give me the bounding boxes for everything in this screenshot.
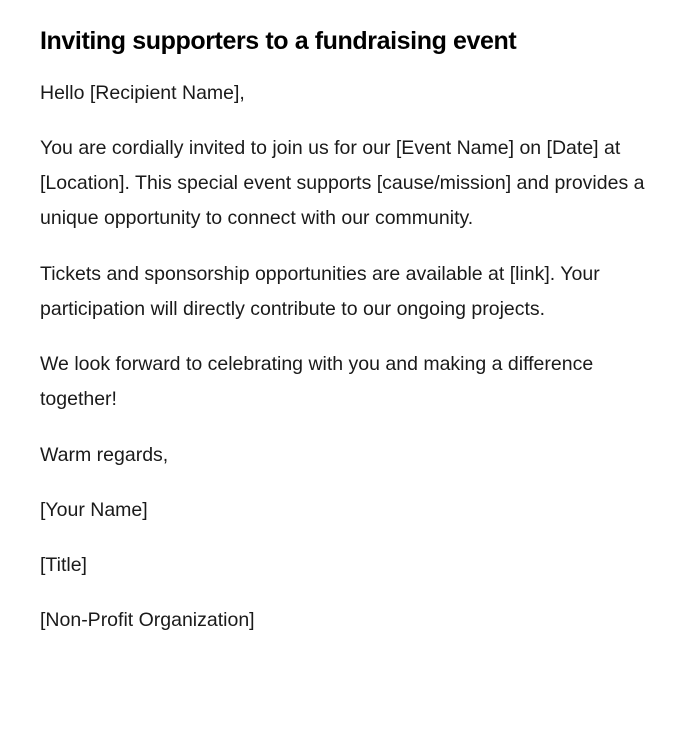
body-paragraph-invitation: You are cordially invited to join us for our [Event Name] on [Date] at [Location]. This special event supports [cause/mission] and provides a unique opportunity to connect with our community.	[40, 137, 645, 229]
body-paragraph-tickets: Tickets and sponsorship opportunities are available at [link]. Your participation will directly contribute to our ongoing projects.	[40, 263, 600, 320]
signature-organization: [Non-Profit Organization]	[40, 609, 255, 631]
document-title: Inviting supporters to a fundraising event	[40, 27, 517, 55]
body-paragraph-closing-note: We look forward to celebrating with you and making a difference together!	[40, 353, 594, 410]
greeting: Hello [Recipient Name],	[40, 82, 245, 104]
closing-salutation: Warm regards,	[40, 444, 169, 466]
signature-title: [Title]	[40, 554, 87, 576]
signature-name: [Your Name]	[40, 499, 148, 521]
